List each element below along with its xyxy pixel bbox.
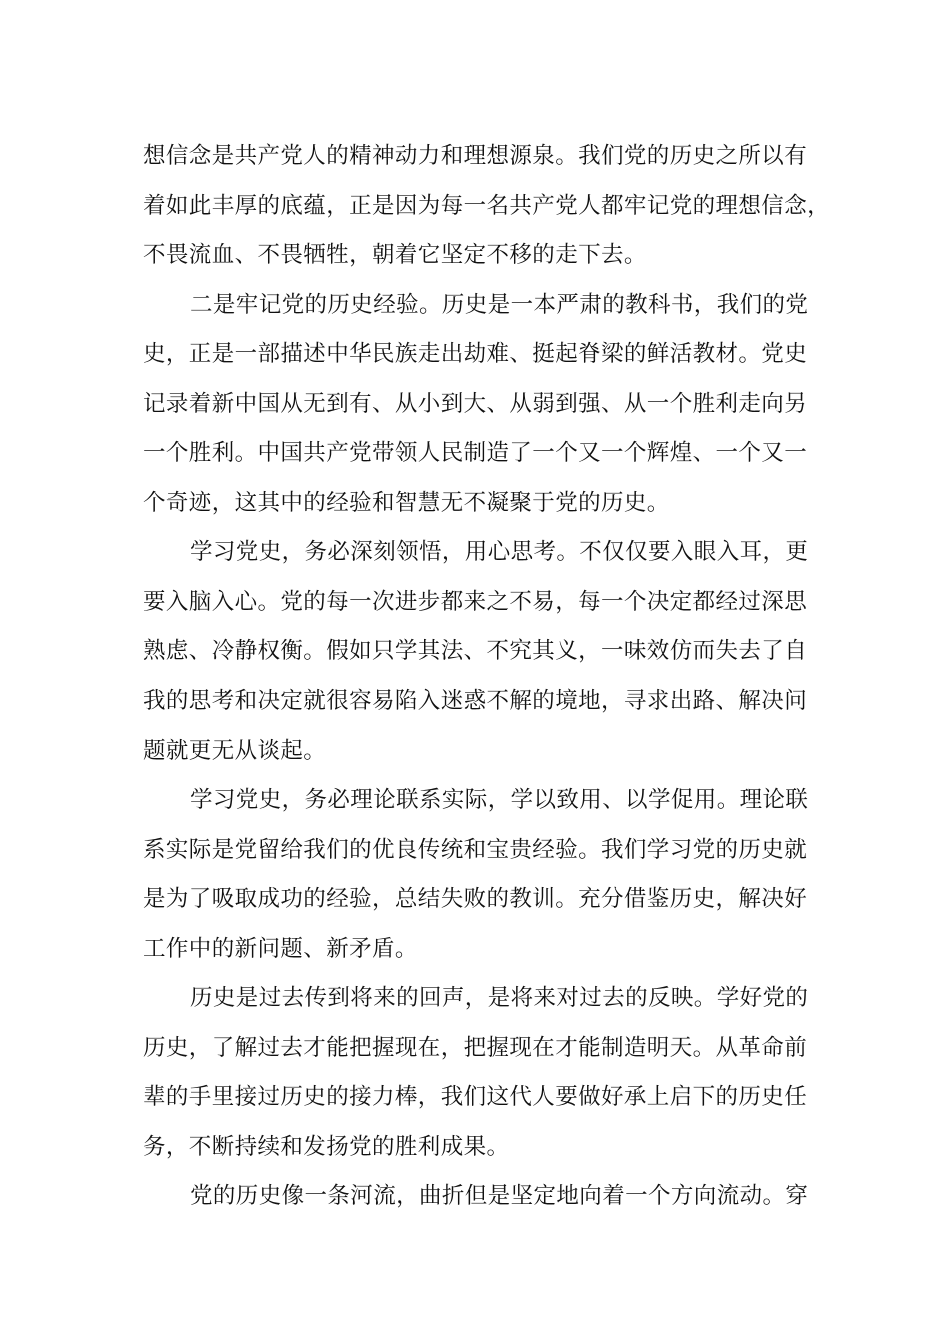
text-line: 是为了吸取成功的经验，总结失败的教训。充分借鉴历史，解决好 <box>143 886 808 913</box>
text-line: 着如此丰厚的底蕴，正是因为每一名共产党人都牢记党的理想信念， <box>143 192 831 219</box>
text-line: 想信念是共产党人的精神动力和理想源泉。我们党的历史之所以有 <box>143 143 808 169</box>
text-line: 不畏流血、不畏牺牲，朝着它坚定不移的走下去。 <box>143 242 647 269</box>
text-line: 一个胜利。中国共产党带领人民制造了一个又一个辉煌、一个又一 <box>143 440 808 467</box>
text-line: 要入脑入心。党的每一次进步都来之不易，每一个决定都经过深思 <box>143 588 808 615</box>
text-line: 史，正是一部描述中华民族走出劫难、挺起脊梁的鲜活教材。党史 <box>143 341 808 368</box>
text-line: 务，不断持续和发扬党的胜利成果。 <box>143 1133 510 1160</box>
paragraph-first-line: 党的历史像一条河流，曲折但是坚定地向着一个方向流动。穿 <box>190 1183 809 1210</box>
body-text <box>143 132 831 1222</box>
text-line: 系实际是党留给我们的优良传统和宝贵经验。我们学习党的历史就 <box>143 836 808 863</box>
paragraph-first-line: 历史是过去传到将来的回声，是将来对过去的反映。学好党的 <box>190 985 809 1012</box>
text-line: 我的思考和决定就很容易陷入迷惑不解的境地，寻求出路、解决问 <box>143 688 808 715</box>
text-line: 辈的手里接过历史的接力棒，我们这代人要做好承上启下的历史任 <box>143 1084 808 1111</box>
text-line: 历史，了解过去才能把握现在，把握现在才能制造明天。从革命前 <box>143 1034 808 1061</box>
text-line: 熟虑、冷静权衡。假如只学其法、不究其义，一味效仿而失去了自 <box>143 638 808 665</box>
paragraph-first-line: 学习党史，务必深刻领悟，用心思考。不仅仅要入眼入耳，更 <box>190 539 809 566</box>
paragraph-first-line: 学习党史，务必理论联系实际，学以致用、以学促用。理论联 <box>190 787 809 814</box>
text-line: 记录着新中国从无到有、从小到大、从弱到强、从一个胜利走向另 <box>143 390 808 417</box>
text-line: 工作中的新问题、新矛盾。 <box>143 935 418 962</box>
text-line: 个奇迹，这其中的经验和智慧无不凝聚于党的历史。 <box>143 489 670 516</box>
paragraph-first-line: 二是牢记党的历史经验。历史是一本严肃的教科书，我们的党 <box>190 291 809 318</box>
text-line: 题就更无从谈起。 <box>143 737 327 764</box>
